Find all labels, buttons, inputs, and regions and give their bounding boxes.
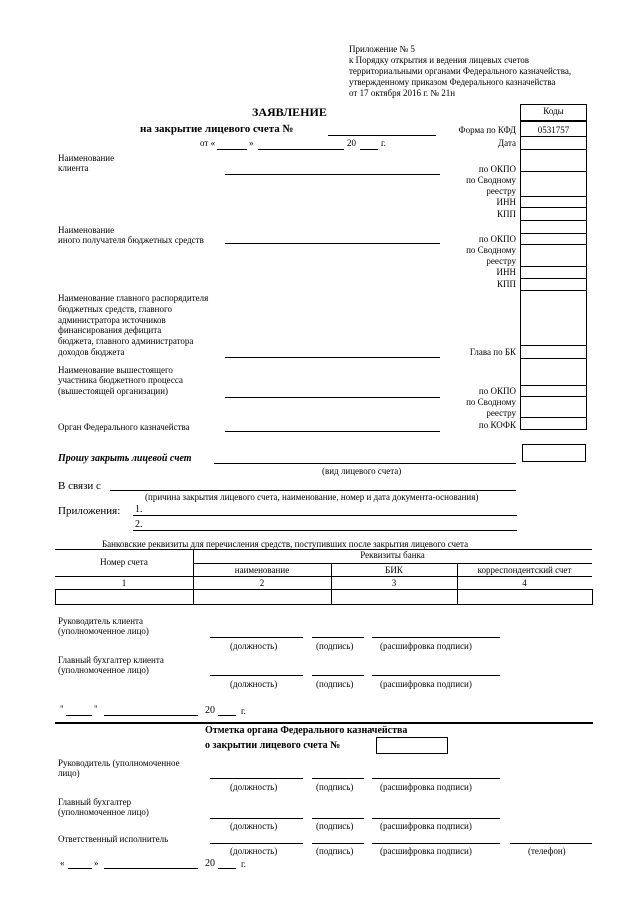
acc-position-caption: (должность) [230,679,278,689]
code-row-line [520,136,587,137]
main-manager-line[interactable] [225,357,440,358]
higher-svod-label2: реестру [486,408,516,418]
fk-exec-phone-line[interactable] [510,843,592,844]
client-head-label: Руководитель клиента (уполномоченное лицо) [58,616,149,637]
higher-participant-label: Наименование вышестоящего участника бюджетного процесса (вышестоящей организации) [58,365,183,396]
kofk-label: по КОФК [478,420,516,430]
head-decode-line[interactable] [372,637,500,638]
bank-numbers-top [55,576,592,577]
fk-acc-position-caption: (должность) [230,821,278,831]
fk-date-open: « [60,858,65,868]
code-row-line [520,149,587,150]
account-type-code-box[interactable] [522,444,586,462]
client-svod-label: по Сводному [466,175,516,185]
other-okpo-label: по ОКПО [478,234,516,244]
code-row-line [520,396,587,397]
code-row-line [520,220,587,221]
col-num-3: 3 [391,578,397,588]
code-row-line [520,266,587,267]
codes-column [520,104,587,430]
col-bik-header: БИК [385,565,403,575]
head-decode-caption: (расшифровка подписи) [380,641,472,651]
date-open-quote: от « [200,138,216,148]
fk-organ-line[interactable] [225,431,440,432]
fk-exec-signature-caption: (подпись) [316,846,354,856]
col-num-1: 1 [121,578,127,588]
code-row-line [520,345,587,346]
codes-divider [520,120,587,122]
page-subtitle: на закрытие лицевого счета № [140,123,294,135]
head-position-caption: (должность) [230,641,278,651]
date-close-quote: » [249,138,254,148]
fk-exec-signature-line[interactable] [312,843,364,844]
sign-date-day[interactable] [66,715,92,716]
acc-signature-line[interactable] [312,675,364,676]
form-kfd-label: Форма по КФД [458,125,516,135]
fk-accountant-label: Главный бухгалтер (уполномоченное лицо) [58,797,149,818]
client-accountant-label: Главный бухгалтер клиента (уполномоченное лицо) [58,655,164,676]
client-kpp-label: КПП [496,209,516,219]
acc-decode-caption: (расшифровка подписи) [380,679,472,689]
fk-exec-position-line[interactable] [210,843,303,844]
appendix-line4: от 17 октября 2016 г. № 21н [349,88,456,98]
fk-date-day[interactable] [68,868,92,869]
client-name-line[interactable] [225,174,440,175]
bank-table-title: Банковские реквизиты для перечисления средств, поступивших после закрытия лицевого счета [102,539,469,549]
fk-head-signature-caption: (подпись) [316,782,354,792]
fk-exec-decode-caption: (расшифровка подписи) [380,846,472,856]
sign-date-year[interactable] [218,715,236,716]
col-num-4: 4 [522,578,527,588]
fk-date-close: » [94,858,99,868]
other-inn-label: ИНН [496,267,516,277]
head-signature-caption: (подпись) [316,641,354,651]
date-day-line[interactable] [217,149,247,150]
code-row-line [520,207,587,208]
fk-acc-decode-line[interactable] [372,818,500,819]
fk-acc-signature-line[interactable] [312,818,364,819]
code-row-line [520,244,587,245]
client-label: Наименование клиента [58,153,115,174]
fk-date-year-suffix: г. [241,859,246,869]
other-kpp-label: КПП [496,279,516,289]
fk-exec-position-caption: (должность) [230,846,278,856]
acc-signature-caption: (подпись) [316,679,354,689]
code-row-line [520,290,587,291]
fk-head-label: Руководитель (уполномоченное лицо) [58,758,180,779]
attachments-label: Приложения: [58,505,121,517]
account-type-caption: (вид лицевого счета) [322,466,402,476]
other-svod-label: по Сводному [466,245,516,255]
head-signature-line[interactable] [312,637,364,638]
code-row-line [520,233,587,234]
page-title: ЗАЯВЛЕНИЕ [252,105,327,119]
attachment-1-line[interactable] [133,515,517,516]
sign-date-year-prefix: 20 [205,705,215,716]
code-row-line [520,417,587,418]
fk-date-year-prefix: 20 [205,858,215,869]
bank-subheader-line [193,563,592,564]
code-row-line [520,358,587,359]
appendix-line2: территориальными органами Федерального казначейства, [349,66,572,76]
other-recipient-line[interactable] [225,243,440,244]
col-account-header: Номер счета [100,557,148,567]
sign-date-month[interactable] [104,715,198,716]
reason-line[interactable] [110,490,516,491]
fk-date-month[interactable] [104,868,198,869]
fk-head-signature-line[interactable] [312,778,364,779]
col-bank-header: Реквизиты банка [360,550,425,560]
fk-mark-title: Отметка органа Федерального казначейства [205,725,408,736]
fk-head-decode-caption: (расшифровка подписи) [380,782,472,792]
fk-exec-phone-caption: (телефон) [528,846,566,856]
account-type-line[interactable] [214,463,516,464]
col-num-2: 2 [259,578,265,588]
fk-mark-subtitle: о закрытии лицевого счета № [205,740,341,751]
sign-date-open: " [60,704,64,714]
col-name-header: наименование [234,565,290,575]
date-year-line[interactable] [360,149,378,150]
fk-acc-signature-caption: (подпись) [316,821,354,831]
other-svod-label2: реестру [486,256,516,266]
attachment-1-num: 1. [135,504,143,515]
fk-head-position-caption: (должность) [230,782,278,792]
code-row-line [520,278,587,279]
bank-data-row[interactable] [55,589,593,605]
attachment-2-num: 2. [135,519,143,530]
fk-executor-label: Ответственный исполнитель [58,834,169,844]
sign-date-close: " [94,704,98,714]
date-year-suffix: г. [381,138,386,148]
client-svod-label2: реестру [486,186,516,196]
higher-okpo-label: по ОКПО [478,386,516,396]
col-corr-header: корреспондентский счет [477,565,572,575]
main-manager-label: Наименование главного распорядителя бюджетных средств, главного администратора источников финансирования дефицита бюджета, главного администратора доходов бюджета [58,293,209,357]
higher-participant-line[interactable] [225,397,440,398]
fk-head-position-line[interactable] [210,778,303,779]
other-recipient-label: Наименование иного получателя бюджетных средств [58,225,204,246]
fk-head-decode-line[interactable] [372,778,500,779]
form-code-value: 0531757 [537,125,570,135]
date-code-label: Дата [498,138,516,148]
acc-position-line[interactable] [210,675,303,676]
client-inn-label: ИНН [496,197,516,207]
date-month-line[interactable] [258,149,344,150]
glava-bk-label: Глава по БК [469,347,516,357]
fk-account-number-box[interactable] [376,737,448,754]
section-separator [55,722,593,724]
sign-date-year-suffix: г. [241,706,246,716]
fk-exec-decode-line[interactable] [372,843,500,844]
request-text: Прошу закрыть лицевой счет [58,453,192,464]
fk-acc-decode-caption: (расшифровка подписи) [380,821,472,831]
head-position-line[interactable] [210,637,303,638]
code-row-line [520,196,587,197]
date-year-prefix: 20 [347,138,356,148]
acc-decode-line[interactable] [372,675,500,676]
fk-acc-position-line[interactable] [210,818,303,819]
fk-organ-label: Орган Федерального казначейства [58,422,190,432]
code-row-line [520,171,587,172]
attachment-2-line[interactable] [133,530,517,531]
reason-label: В связи с [58,480,101,492]
appendix-line1: к Порядку открытия и ведения лицевых счетов [349,55,530,65]
client-okpo-label: по ОКПО [478,164,516,174]
code-row-line [520,385,587,386]
fk-date-year[interactable] [218,868,236,869]
higher-svod-label: по Сводному [466,397,516,407]
reason-caption: (причина закрытия лицевого счета, наименование, номер и дата документа-основания) [145,492,479,502]
codes-header: Коды [543,106,564,116]
appendix-title: Приложение № 5 [349,44,415,54]
appendix-line3: утвержденному приказом Федерального казначейства [349,77,556,87]
